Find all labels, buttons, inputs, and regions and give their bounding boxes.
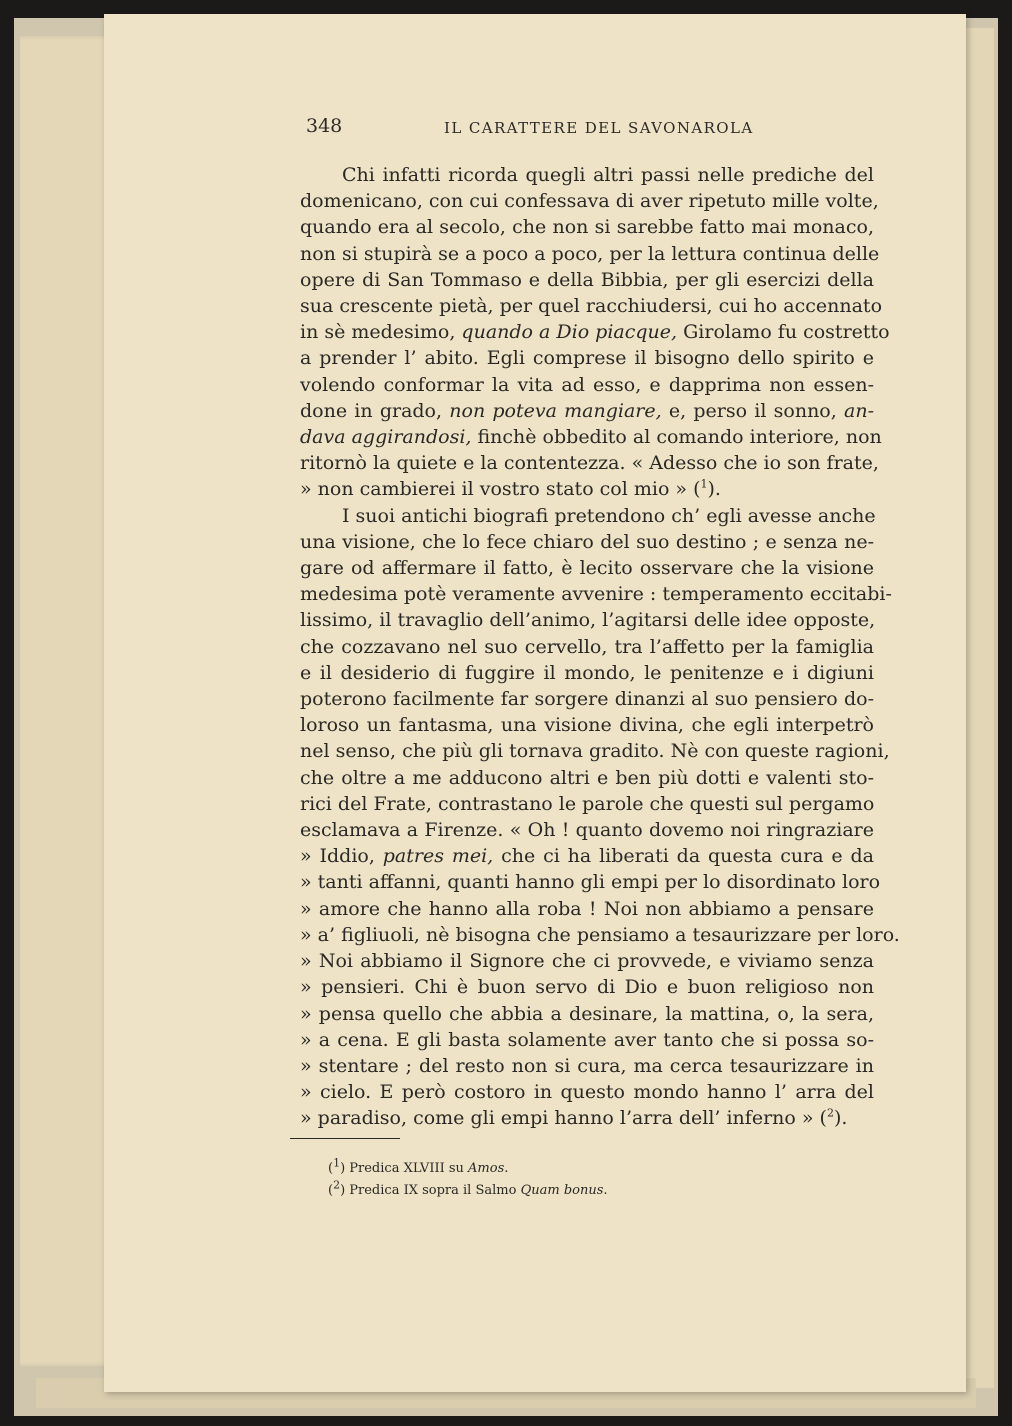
paragraph-2 <box>300 503 900 1132</box>
text-line: che oltre a me adducono altri e ben più dotti e valenti sto- <box>300 766 874 789</box>
text-line: nel senso, che più gli tornava gradito. Nè con queste ragioni, <box>300 740 890 763</box>
running-title: IL CARATTERE DEL SAVONAROLA <box>444 119 754 137</box>
text-line: » pensa quello che abbia a desinare, la mattina, o, la sera, <box>300 1002 874 1025</box>
text-line: rici del Frate, contrastano le parole che questi sul pergamo <box>300 792 875 815</box>
footnote-1: ($^1$) Predica XLVIII su Amos. <box>328 1156 509 1176</box>
italic-phrase: patres mei, <box>382 845 494 868</box>
text-line: gare od affermare il fatto, è lecito osservare che la visione <box>300 557 874 580</box>
text-line: » Noi abbiamo il Signore che ci provvede, e viviamo senza <box>300 950 874 973</box>
text-line: medesima potè veramente avvenire : temperamento eccitabi- <box>300 583 892 606</box>
text-line: » a cena. E gli basta solamente aver tanto che si possa so- <box>300 1028 874 1051</box>
text-line: sua crescente pietà, per quel racchiudersi, cui ho accennato <box>300 295 883 318</box>
paragraph-1 <box>300 162 890 503</box>
text-line: » a’ figliuoli, nè bisogna che pensiamo a tesaurizzare per loro. <box>300 923 900 946</box>
text-line: » non cambierei il vostro stato col mio » ($^1$). <box>300 478 721 501</box>
italic-phrase: an- <box>844 399 874 422</box>
text-line: volendo conformar la vita ad esso, e dapprima non essen- <box>300 373 874 396</box>
italic-phrase: non poteva mangiare, <box>449 399 662 422</box>
text-line: una visione, che lo fece chiaro del suo destino ; e senza ne- <box>300 530 874 553</box>
body-text <box>300 162 900 1132</box>
italic-phrase: quando a Dio piacque, <box>461 321 678 344</box>
text-line: opere di San Tommaso e della Bibbia, per gli esercizi della <box>300 268 874 291</box>
text-line: » stentare ; del resto non si cura, ma cerca tesaurizzare in <box>300 1054 874 1077</box>
text-line: » tanti affanni, quanti hanno gli empi per lo disordinato loro <box>300 871 881 894</box>
text-line: » amore che hanno alla roba ! Noi non abbiamo a pensare <box>300 897 874 920</box>
footnote-rule <box>290 1138 400 1139</box>
text-line: e il desiderio di fuggire il mondo, le penitenze e i digiuni <box>300 661 874 684</box>
text-line: done in grado, non poteva mangiare, e, perso il sonno, an- <box>300 399 874 422</box>
text-line: I suoi antichi biografi pretendono ch’ egli avesse anche <box>342 504 876 527</box>
text-line: quando era al secolo, che non si sarebbe fatto mai monaco, <box>300 216 874 239</box>
footnote-ref: 1 <box>700 478 708 492</box>
text-line: poterono facilmente far sorgere dinanzi al suo pensiero do- <box>300 688 874 711</box>
text-line: loroso un fantasma, una visione divina, che egli interpetrò <box>300 714 874 737</box>
text-line: non si stupirà se a poco a poco, per la lettura continua delle <box>300 242 880 265</box>
text-line: dava aggirandosi, finchè obbedito al comando interiore, non <box>300 426 882 449</box>
text-line: a prender l’ abito. Egli comprese il bisogno dello spirito e <box>300 347 874 370</box>
footnote-ref: 2 <box>826 1106 834 1120</box>
footnotes <box>328 1158 608 1202</box>
text-line: Chi infatti ricorda quegli altri passi nelle prediche del <box>342 164 874 186</box>
text-line: che cozzavano nel suo cervello, tra l’affetto per la famiglia <box>300 635 874 658</box>
text-line: esclamava a Firenze. « Oh ! quanto dovemo noi ringraziare <box>300 819 874 842</box>
text-line: » Iddio, patres mei, che ci ha liberati da questa cura e da <box>300 845 875 868</box>
text-line: in sè medesimo, quando a Dio piacque, Girolamo fu costretto <box>300 321 890 344</box>
italic-phrase: dava aggirandosi, <box>300 426 472 449</box>
text-line: » cielo. E però costoro in questo mondo hanno l’ arra del <box>300 1081 874 1104</box>
text-line: domenicano, con cui confessava di aver ripetuto mille volte, <box>300 190 879 213</box>
footnote-2: ($^2$) Predica IX sopra il Salmo Quam bonus. <box>328 1178 608 1198</box>
text-line: » pensieri. Chi è buon servo di Dio e buon religioso non <box>300 976 874 999</box>
facing-page-edge <box>20 36 112 1366</box>
text-line: lissimo, il travaglio dell’animo, l’agitarsi delle idee opposte, <box>300 609 876 632</box>
page-number: 348 <box>306 115 343 137</box>
text-line: » paradiso, come gli empi hanno l’arra dell’ inferno » ($^2$). <box>300 1106 848 1130</box>
text-line: ritornò la quiete e la contentezza. « Adesso che io son frate, <box>300 452 879 475</box>
